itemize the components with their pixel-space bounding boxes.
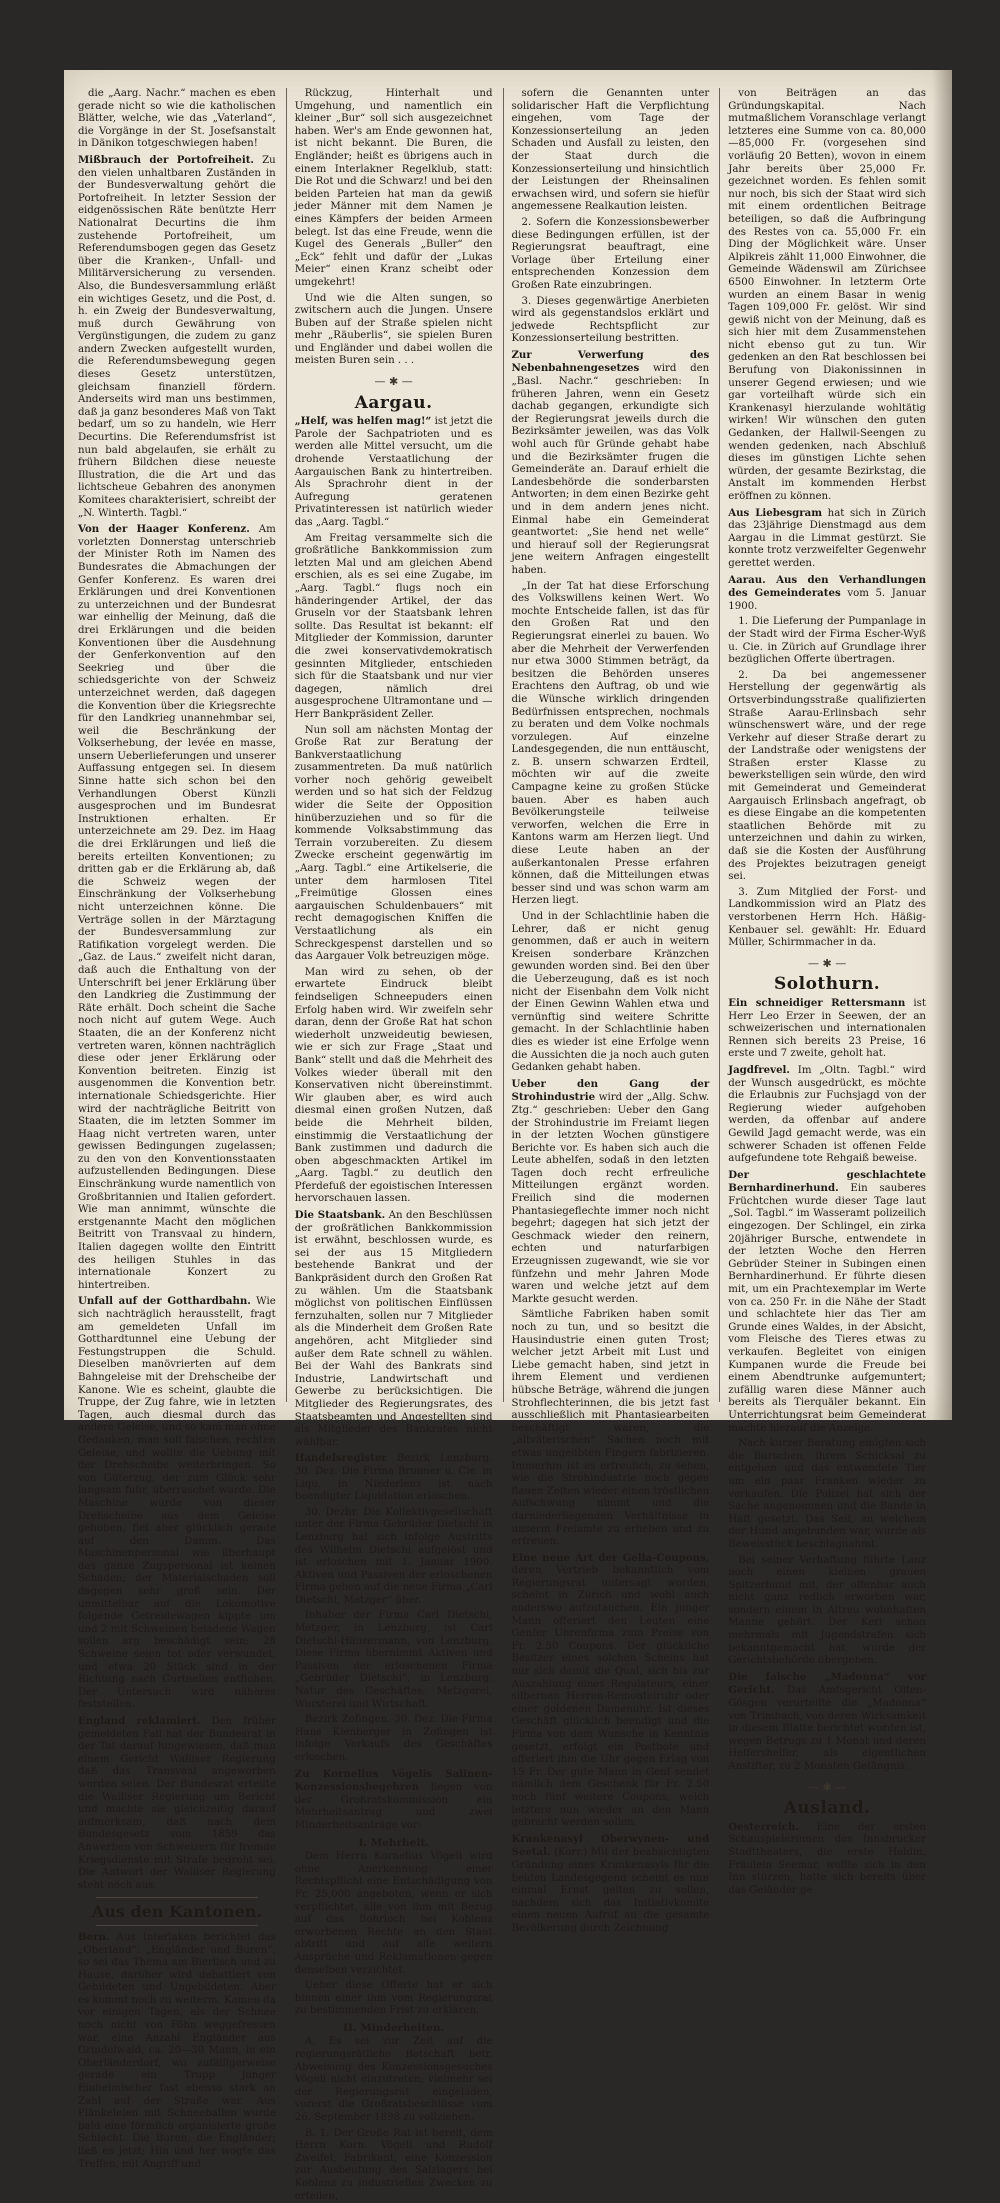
col4-paragraphs-2 — [728, 997, 926, 1774]
col4-paragraphs-3 — [728, 1821, 926, 1898]
article-paragraph — [728, 997, 926, 1061]
article-keyword: Krankenasyl Oberwynen- und Seetal. — [511, 1832, 710, 1859]
article-text: Man wird zu sehen, ob der erwartete Eindruck bleibt feindseligen Schneepuders einen Erfolg haben wird. Wir zweifeln sehr daran, denn der Große Rat hat schon wiederholt unzweideutig bewiesen, wie er sich zur Frage „Staat und Bank“ stellt und daß die Mehrheit des Volkes wieder überall mit den Konservativen nicht übereinstimmt. Wir glauben aber, es wird auch diesmal einen großen Nutzen, daß beide die Mehrheit bilden, einstimmig die Verstaatlichung der Bank zustimmen und dadurch die oben abgeschmackten Artikel im „Aarg. Tagbl.“ zu deutlich den Pferdefuß der egoistischen Interessen hervorschauen lassen. — [294, 966, 493, 1205]
article-text: Inhaber der Firma Carl Dietschi, Metzger, in Lenzburg, ist Carl Dietschi-Häusermann, von Lenzburg. Diese Firma übernimmt Aktiven und Passiven der erloschenen Firma „Gebrüder Dietschi“, in Lenzburg. Natur des Geschäftes: Metzgerei, Wursterei und Wirtschaft. — [294, 1610, 493, 1710]
article-keyword: Aarau. Aus den Verhandlungen des Gemeinderates — [728, 573, 926, 600]
article-keyword: Unfall auf der Gotthardbahn. — [78, 1295, 251, 1308]
column-3 — [503, 88, 710, 1934]
article-text: Rückzug, Hinterhalt und Umgehung, und namentlich ein kleiner „Bur“ soll sich ausgezeichnet haben. Wer's am Ende gewonnen hat, ist nicht bekannt. Die Buren, die Engländer; heißt es übrigens auch in einem Interlakner Regelklub, statt: Die Rot und die Schwarz! und bei den beiden Parteien hat man da gewiß jeder Männer mit dem Namen je eines Kämpfers der beiden Armeen belegt. Ist das eine Freude, wenn die Kugel des Generals „Buller“ den „Eck“ fehlt und dafür der „Lukas Meier“ einen Kranz scheibt oder umgekehrt! — [294, 88, 493, 288]
article-paragraph — [512, 911, 710, 1075]
article-paragraph — [78, 154, 276, 520]
article-text: A. Es sei zur Zeit auf die regierungsrätliche Botschaft betr. Abweisung des Konzessionsgesuches Vögeli nicht einzutreten; vielmehr sei der Regierungsrat eingeladen, vorerst die Großratsbeschlüsse vom 26. September 1898 zu vollziehen. — [294, 2036, 493, 2124]
section-rule — [96, 1925, 258, 1926]
article-keyword: Von der Haager Konferenz. — [78, 523, 250, 536]
article-text: liegen von der Großratskommission ein Mehrheitsantrag und zwei Minderheitsanträge vor: — [294, 1782, 493, 1831]
col2-paragraphs-2 — [295, 415, 493, 1832]
section-heading-aargau: Aargau. — [354, 392, 433, 413]
article-paragraph — [295, 88, 493, 290]
article-text: 3. Dieses gegenwärtige Anerbieten wird als gegenstandslos erklärt und jedwede Rechtspflicht zur Konzessionserteilung bestritten. — [511, 295, 710, 345]
article-paragraph — [728, 1438, 926, 1551]
newspaper-page — [64, 70, 952, 2202]
article-paragraph — [295, 725, 493, 964]
article-text: von Beiträgen an das Gründungskapital. Nach mutmaßlichem Voranschlage verlangt letzteres eine Summe von ca. 80,000—85,000 Fr. (vorgesehen sind vorläufig 20 Betten), wovon in einem Jahr bereits über 25,000 Fr. gezeichnet worden. Es fehlen somit nur noch, bis sich der Staat wird sich mit einem ordentlichen Beitrage beteiligen, so daß die Aufbringung des Restes von ca. 55,000 Fr. ein Ding der Möglichkeit wäre. Unser Alpikreis zählt 11,000 Einwohner, die Gemeinde Wädenswil am Zürichsee 6500 Einwohner. In letzterm Orte wurden an einem Basar in wenig Tagen 109,000 Fr. gelöst. Wir sind gewiß nicht von der Meinung, daß es sich hier mit dem Zusammenstehen nicht ebenso gut zu tun. Wir gedenken an den Rat beschlossen bei Berufung von Diakonissinnen in unserer Gegend erwiesen; und wie gar vorteilhaft würde sich ein Krankenasyl hierzulande wohltätig wirken! Wir wünschen den guten Gedanken, der Hallwil-Seengen zu wenden gedenken, nach Abschluß dieses im günstigen Lichte sehen würden, der gesamte Bezirkstag, die Anstalt im kommenden Herbst eröffnen zu können. — [728, 88, 926, 502]
article-paragraph — [78, 1931, 276, 2171]
article-paragraph — [295, 1209, 493, 1449]
article-paragraph — [512, 1552, 710, 1830]
article-text: Sämtliche Fabriken haben somit noch zu tun, und so besitzt die Hausindustrie einen guten Trost; welcher jetzt Arbeit mit Lust und Liebe gemacht haben, sind jetzt in ihrem Element und verdienen hübsche Beträge, während die jungen Strohflechterinnen, die bis jetzt fast ausschließlich mit Phantasiearbeiten beschäftigt waren, die „altväterischen“ Sachen noch mit etwas ungeübten Fingern fabrizieren. Immerhin ist es erfreulich, zu sehen, wie die Strohindustrie noch gegen flauen Zeiten wieder einen tröstlichen Aufschwung nimmt und die darniederliegenden Verhältnisse in unserm Freiamte zu erheben und zu erfreuen. — [511, 1309, 710, 1548]
article-text: Eine der ersten Schauspielerinnen des Innsbrucker Stadttheaters, die erste Heldin, Fräulein Seemar, wollte sich in den Inn stürzen, hatte sich bereits über das Geländer ge — [728, 1821, 926, 1896]
article-text: Nun soll am nächsten Montag der Große Rat zur Beratung der Bankverstaatlichung zusammentreten. Da muß natürlich vorher noch gehörig geweibelt werden und so hat sich der Feldzug wider die Seite der Opposition hinüberzuziehen und so für die kommende Volksabstimmung das Terrain vorzubereiten. Zu diesem Zwecke erscheint gegenwärtig im „Aarg. Tagbl.“ eine Artikelserie, die unter dem harmlosen Titel „Freimütige Glossen eines aargauischen Schuldenbauers“ mit recht demagogischen Kniffen die Verstaatlichung als ein Schreckgespenst darstellen und so das Aargauer Volk betreuzigen möge. — [294, 724, 493, 963]
article-text: wird den „Basl. Nachr.“ geschrieben: In früheren Jahren, wenn ein Gesetz dachab gegangen, erkundigte sich der Regierungsrat jeweils durch die Bezirksämter jeweilen, was das Volk wohl auch für Gründe gehabt habe und die Bezirksämter frugen die Gemeinderäte an. Darauf erhielt die Landesbehörde die sonderbarsten Antworten; in dem einen Bezirke geht und in dem andern jenes nicht. Einmal habe ein Gemeinderat geantwortet: „Sie hend net welle“ und hierauf soll der Regierungsrat jene weitern Anfragen eingestellt haben. — [511, 363, 710, 576]
article-text: An den Beschlüssen der großrätlichen Bankkommission ist erwähnt, beschlossen wurde, es sei der aus 15 Mitgliedern bestehende Bankrat und der Bankpräsident durch den Großen Rat zu wählen. Um die Staatsbank möglichst von politischen Einflüssen fernzuhalten, sollen nur 7 Mitglieder als die Minderheit dem Großen Rate angehören, acht Mitglieder sind außer dem Rate schnell zu wählen. Bei der Wahl des Bankrats sind Industrie, Landwirtschaft und Gewerbe zu berücksichtigen. Die Mitglieder des Regierungsrates, des Staatsbeamten und Angestellten sind als Mitglieder des Bankrates nicht wählbar. — [294, 1210, 493, 1448]
article-text: Wie sich nachträglich herausstellt, fragt am gemeldeten Unfall im Gotthardtunnel eine Uebung der Festungstruppen die Schuld. Dieselben manövrierten auf dem Bahngeleise mit der Drehscheibe der Kanone. Wie es scheint, glaubte die Truppe, der Zug fahre, wie in letzten Tagen, auch diesmal durch das andere Geleise, und so kam man ohne Gedanken, man soll falschen, rechten Geleise, und wollte die Uebung mit der Drehscheibe weiterbringen. So von Güterzug, der zum Glück sehr langsam fuhr, überraschet wurde. Die Maschine wurde von dieser Drehscheibe aus dem Geleise gehoben, fiel aber glücklich gerade auf den Damm. Das Maschinenpersonal wie überhaupt das ganze Zugspersonal ist keinen Schaden; der Materialschaden soll dagegen sehr groß sein. Der unmittelbar auf die Lokomotive folgende Getreidewagen kippte um und 2 mit Schweinen beladene Wagen sollen arg beschädigt sein; 28 Schweine seien tot oder verwundet, und etwa 20 Stück sind in der Richtung nach Gurtnellen entflohen. Der Untersuch wird näheres feststellen. — [78, 1296, 276, 1711]
page-fold-shadow — [932, 70, 952, 1420]
article-paragraph — [728, 574, 926, 614]
col1-paragraphs-2 — [78, 1931, 276, 2171]
article-paragraph — [295, 2036, 493, 2124]
article-text: vom 5. Januar 1900. — [728, 588, 926, 612]
article-paragraph — [295, 293, 493, 369]
column-1 — [78, 88, 276, 2170]
article-paragraph — [295, 967, 493, 1206]
col2-paragraphs — [295, 88, 493, 368]
article-paragraph — [728, 507, 926, 571]
article-paragraph — [728, 616, 926, 666]
article-paragraph — [295, 533, 493, 722]
article-paragraph — [512, 1833, 710, 1936]
col2-paragraphs-3 — [295, 1851, 493, 2018]
article-text: Im „Oltn. Tagbl.“ wird der Wunsch ausgedrückt, es möchte die Erlaubnis zur Fuchsjagd von der Regierung wieder aufgehoben werden, da offenbar auf andere Gewild Jagd gemacht werde, was ein schwerer Schaden ist offenen Felde aufgefundene tote Rehgaiß beweise. — [728, 1064, 926, 1165]
article-text: Aus Interlaken berichtet das „Oberland“: „Engländer und Buren“, so sei das Thema am Bierlisch und zu Hause, darüber wird debattiert von Gebildeten und Ungebildeten. Aber es kommt noch zu weiterm. Kamen da vor einigen Tagen, als der Schnee noch nicht von Föhn weggefressen war, eine Anzahl Engländer aus Grindelwald, ca. 20—30 Mann, in ein Oberländerdorf, wo zufälligerweise gerade ein Trupp junger Einheimischer fast ebenso stark an Zahl auf der Straße war. Aus Plänkeleien mit Schneeballen wurde bald eine förmlich organisierte große Schlacht. Die Buren, die Engländer; ließ es jetzt; Hin und her wogte das Treffen, mit Angriff und — [78, 1931, 276, 2170]
article-paragraph — [295, 2128, 493, 2203]
article-text: Bei seiner Verhaftung führte Lanz noch einen kleinen grauen Spitzerhund mit, der offenbar auch nicht ganz redlich erworben war, sondern einem in Altreu wohnhaften Manne gehört. Der Kerl schon mehrmals mit Jugendstrafen sich bekanntgemacht hat, wurde der Gerichtsbehörde übergeben. — [728, 1554, 926, 1667]
col3-paragraphs — [512, 88, 710, 1936]
article-paragraph — [512, 296, 710, 346]
article-paragraph — [728, 1169, 926, 1435]
article-text: Bezirk Lenzburg. 30. Dez. Die Firma Brunner u. Cie. in Liqu. in Niederlenz ist nach beendigter Liquidation erloschen. — [294, 1453, 493, 1503]
col4-paragraphs — [728, 88, 926, 950]
subheading-minderheiten: II. Minderheiten. — [343, 2021, 445, 2034]
article-text: hat sich in Zürich das 23jährige Dienstmagd aus dem Aargau in die Limmat gestürzt. Sie konnte trotz verzweifelter Gegenwehr gerettet werden. — [728, 507, 926, 569]
article-text: 2. Da bei angemessener Herstellung der gegenwärtig als Ortsverbindungsstraße qualifizierten Straße Aarau-Erlinsbach sehr wünschenswert wäre, und der rege Verkehr auf dieser Straße derart zu der Landstraße oder wenigstens der Straßen erster Klasse zu bewerkstelligen sein würde, den wird mit Gemeinderat und Gemeinderat Aargauisch Erlinsbach angefragt, ob es diese Eingabe an die kompetenten staatlichen Behörde mit zu unterzeichnen und dahin zu wirken, daß sie die Kosten der Ausführung des Projektes beizutragen geneigt sei. — [728, 669, 926, 883]
article-paragraph — [728, 670, 926, 884]
article-keyword: Jagdfrevel. — [728, 1063, 790, 1076]
ornament-divider: — ✱ — — [374, 375, 413, 389]
column-4 — [719, 88, 926, 1896]
article-keyword: Handelsregister — [294, 1452, 387, 1465]
article-text: ist Herr Leo Erzer in Seewen, der an schweizerischen und internationalen Rennen sich bereits 23 Preise, 16 erste und 7 zweite, geholt hat. — [728, 997, 926, 1060]
article-text: 1. Die Lieferung der Pumpanlage in der Stadt wird der Firma Escher-Wyß u. Cie. in Zürich auf Grundlage ihrer bezüglichen Offerte übertragen. — [728, 616, 926, 666]
article-paragraph — [78, 1295, 276, 1712]
article-text: wird der „Allg. Schw. Ztg.“ geschrieben: Ueber den Gang der Strohindustrie im Freiamt liegen in der letzten Wochen günstigere Berichte vor. Es haben sich auch die Leute abhelfen, sodaß in den letzten Tagen doch recht erfreuliche Mitteilungen ergänzt worden. Freilich sind die modernen Phantasiegeflechte immer noch nicht begehrt; dagegen hat sich jetzt der Geschmack wieder den reinern, echten und naturfarbigen Erzeugnissen zugewandt, wie sie vor fünfzehn und mehr Jahren Mode waren und welche jetzt auf dem Markte gesucht werden. — [511, 1092, 710, 1305]
section-heading-solothurn: Solothurn. — [774, 974, 881, 995]
article-keyword: „Helf, was helfen mag!“ — [294, 415, 432, 428]
article-keyword: Ein schneidiger Rettersmann — [728, 996, 906, 1009]
article-paragraph — [295, 1452, 493, 1503]
col1-paragraphs — [78, 88, 276, 1892]
article-text: deren Vertrieb bekanntlich vom Regierungsrat untersagt worden, scheint in Zürich und wohl auch anderswo aufzutauchen. Ein junger Mann offeriert den Leuten eine Genfer Uhrenfirma zum Preise von Fr. 2.50 Coupons. Der glückliche Besitzer eines solchen Scheins hat nur sich damit die Qual, sich bis zur Auszahlung eines Regulateurs, einer silbernen Herren-Remontoiruhr oder einer goldenen Damenuhr. Ist dieses Geschäft glücklich beendigt und die Firma von dem Wunsche in Kenntnis gesetzt, erfolgt ein Postbote und offeriert ihm die Uhr gegen Erlag von 15 Fr. Der gute Mann in Genf sendet nämlich dem Geschenk für Fr. 2.50 noch fünf weitere Coupons, welch letztere nun wieder an den Mann gebracht werden sollen. — [511, 1565, 710, 1829]
article-text: Ueber diese Offerte hat er sich binnen einer ihm vom Regierungsrat zu bestimmenden Frist zu erklären. — [294, 1980, 493, 2017]
page-columns — [78, 88, 926, 2202]
article-text: Nach kurzer Beratung einigten sich die Burschen, ihrem Schicksal zu entgehen und das entwendete Tier um ein paar Franken wieder zu verkaufen. Die Polizei hat sich der Sache angenommen und die Bande in Haft gesetzt. Das Seil, an welchem der Hund angebunden war, wurde als Beweisstück beschlagnahmt. — [728, 1438, 926, 1550]
article-paragraph — [78, 1715, 276, 1892]
article-paragraph — [728, 1555, 926, 1668]
article-paragraph — [512, 88, 710, 214]
article-text: Bezirk Zofingen. 30. Dez. Die Firma Hans Kienberger in Zofingen ist infolge Verkaufs des Geschäftes erloschen. — [294, 1714, 493, 1763]
article-text: Dem Herrn Kornelius Vögeli wird ohne Anerkennung einer Rechtspflicht eine Entschädigung von Fr. 25,000 angeboten, wenn er sich verpflichtet, alle von ihm mit Bezug auf das Bohrloch bei Koblenz erworbenen Rechte an den Staat abtritt und auf alle weitern Ansprüche und Reklamationen gegen denselben verzichtet. — [294, 1851, 493, 1976]
article-text: Und wie die Alten sungen, so zwitschern auch die Jungen. Unsere Buben auf der Straße spielen nicht mehr „Räuberlis“, sie spielen Buren und Engländer und dabei wollen die meisten Buren sein . . . — [294, 292, 493, 367]
article-paragraph — [78, 88, 276, 151]
ornament-divider: — ✱ — — [808, 1780, 847, 1794]
article-text: Das Amtsgericht Olten-Gösgen verurteilte die „Madonna“ von Trimbach, von deren Wirksamkeit in diesem Blatte berichtet worden ist, wegen Betrugs zu 1 Monat und deren Helfershelfer, als eigentlichen Anstifter, zu 2 Monaten Gefängnis. — [728, 1685, 926, 1772]
column-2 — [286, 88, 493, 2202]
article-keyword: Eine neue Art der Gella-Coupons, — [511, 1551, 710, 1564]
article-text: Zu den vielen unhaltbaren Zuständen in der Bundesverwaltung gehört die Portofreiheit. In letzter Session der eidgenössischen Räte benützte Herr Nationalrat Decurtins die ihm zustehende Portofreiheit, um Referendumsbogen gegen das Gesetz über die Kranken-, Unfall- und Militärversicherung zu versenden. Also, die Bundesversammlung erläßt ein wichtiges Gesetz, und die Post, d. h. ein Zweig der Bundesverwaltung, muß durch Gewährung von Vergünstigungen, die zudem zu ganz andern Zwecken aufgestellt wurden, die Referendumsbewegung gegen dieses Gesetz unterstützen, gleichsam finanziell fördern. Anderseits wird man uns bestimmen, daß ja ganz besonderes Maß von Takt bedarf, um so zu handeln, wie Herr Decurtins. Die Referendumsfrist ist nun bald abgelaufen, sie erhält zu frühern Bildchen diese neueste Illustration, die die Art und das lichtscheue Gebahren des anonymen Komitees charakterisiert, schreibt der „N. Winterth. Tagbl.“ — [78, 154, 276, 519]
article-paragraph — [295, 1507, 493, 1608]
article-paragraph — [295, 1851, 493, 1977]
article-text: Ein sauberes Früchtchen wurde dieser Tage laut „Sol. Tagbl.“ im Wasseramt polizeilich eingezogen. Der Schlingel, ein zirka 20jähriger Bursche, entwendete in der letzten Woche den Herren Gebrüder Steiner in Subingen einen Bernhardinerhund. Er führte diesen mit, um ein Prachtexemplar im Werte von ca. 250 Fr. in die Nähe der Stadt und schlachtete hier das Tier am Grunde eines Waldes, in der Absicht, vom Fleische des Tieres etwas zu verkaufen. Begleitet von einigen Kumpanen wurde die Freude bei einem Abendtrunke aufgemuntert; zufällig waren diese Männer auch bereits als Tierquäler bekannt. Ein Unterrichtungsrat beim Gemeinderat machte hierauf die Anzeige. — [728, 1183, 926, 1434]
article-text: Den früher gemeldeten Fall hat der Bundesrat in der Tat darauf hingewiesen, daß man einem Gericht Walliser Regierung daß das Transvaal angeworben worden seien. Der Bundesrat erteilte die Walliser Regierung um Bericht und machte sie gleichzeitig darauf aufmerksam, daß nach dem Bundesgesetz vom 1859 das Anwerben von Schweizern für fremde Kriegsdienste mit Strafe bedroht sei. Die Antwort der Walliser Regierung steht noch aus. — [78, 1716, 276, 1891]
section-heading-ausland: Ausland. — [783, 1798, 871, 1819]
article-keyword: England reklamiert. — [78, 1715, 201, 1727]
article-paragraph — [295, 1768, 493, 1833]
article-text: 3. Zum Mitglied der Forst- und Landkommission wird an Platz des verstorbenen Herrn Hch. Häßig-Kenbauer sel. gewählt: Hr. Eduard Müller, Schirmmacher in da. — [728, 886, 926, 949]
article-keyword: Mißbrauch der Portofreiheit. — [78, 153, 254, 166]
article-keyword: Der geschlachtete Bernhardinerhund. — [728, 1168, 926, 1195]
subheading-mehrheit: I. Mehrheit. — [358, 1836, 429, 1849]
article-keyword: Zur Verwerfung des Nebenbahnengesetzes — [511, 348, 710, 375]
article-text: (Korr.) Mit der beabsichtigten Gründung eines Krankenasyls für die beiden Landesgegend scheint es nun einmal Ernst gelten zu sollen, nachdem sich das Initiativkomite einen neuen Aufruf an die gesamte Bevölkerung durch Zeichnung — [511, 1847, 710, 1934]
article-paragraph — [295, 1980, 493, 2018]
article-keyword: Bern. — [78, 1930, 110, 1943]
col2-paragraphs-4 — [295, 2036, 493, 2203]
article-paragraph — [512, 349, 710, 578]
article-text: Und in der Schlachtlinie haben die Lehrer, daß er nicht genug genommen, daß er auch in weitern Kreisen sonderbare Kränzchen gewunden worden sind. Bei den über die Ueberzeugung, daß es ist noch nicht der Eisenbahn dem Volk nicht der Einen Gewinn Wahlen etwa und vernünftig sind weitere Schritte gemacht. In der Schlachtlinie haben dies es wieder ist eine Erfolge wenn die Aussichten die ja noch auch guten Gedanken gehabt haben. — [511, 911, 710, 1074]
article-text: Am Freitag versammelte sich die großrätliche Bankkommission zum letzten Mal und am gleichen Abend erschien, als es sei eine Zugabe, im „Aarg. Tagbl.“ flugs noch ein händeringender Artikel, der das Gruseln vor der Staatsbank lehren sollte. Das Resultat ist bekannt: elf Mitglieder der Kommission, darunter die zwei konservativdemokratisch gesinnten Mitglieder, entschieden sich für die Staatsbank und nur vier dagegen, nämlich drei ausgesprochene Ultramontane und — Herr Bankpräsident Zeller. — [294, 532, 493, 720]
article-text: Am vorletzten Donnerstag unterschrieb der Minister Roth im Namen des Bundesrates die Abmachungen der Genfer Konferenz. Es waren drei Erklärungen und drei Konventionen zu unterzeichnen und der Bundesrat war einhellig der Meinung, daß die drei Erklärungen und die beiden Konventionen über die Ausdehnung der Genferkonvention auf den Seekrieg und über die schiedsgerichte von der Schweiz unterzeichnet werden, daß dagegen die Konvention über die Kriegsrechte für den Landkrieg unannehmbar sei, weil die Beschränkung der Volkserhebung, der levée en masse, unsern Ueberlieferungen und unserer Auffassung entgegen sei. In diesem Sinne hatte sich schon bei den Verhandlungen Oberst Künzli ausgesprochen und im Bundesrat Instruktionen erhalten. Er unterzeichnete am 29. Dez. im Haag die drei Erklärungen und ließ die bereits erteilten Konventionen; zu dritten gab er die Erklärung ab, daß die Schweiz wegen der Einschränkung der Volkserhebung nicht unterzeichnen könne. Die Verträge sollen in der Märztagung der Bundesversammlung zur Ratifikation vorgelegt werden. Die „Gaz. de Laus.“ zweifelt nicht daran, daß auch die Enthaltung von der Unterschrift bei jener Erklärung über den Landkrieg die Zustimmung der Räte erhält. Doch scheint die Sache noch nicht auf gutem Wege. Auch Staaten, die an der Konferenz nicht vertreten waren, können nachträglich diese oder jener Erklärung oder Konvention beitreten. Einzig ist ausgenommen die Konvention betr. internationale Schiedsgerichte. Hier wird der nachträgliche Beitritt von Staaten, die im letzten Sommer im Haag nicht vertreten waren, unter gewissen Bedingungen zugelassen; zu den von den Konventionsstaaten aufzustellenden Bedingungen. Diese Einschränkung wurde namentlich von Großbritannien und Italien gefordert. Wie man annimmt, wünschte die erstgenannte Macht den möglichen Beitritt von Transvaal zu hindern, Italien dagegen wollte den Eintritt des heiligen Stuhles in das internationale Konzert zu hintertreiben. — [78, 524, 276, 1291]
article-text: ist jetzt die Parole der Sachpatrioten und es werden alle Mittel versucht, um die drohende Verstaatlichung der Aargauischen Bank zu hintertreiben. Als Sprachrohr dient in der Aufregung geratenen Privatinteressen ist natürlich wieder das „Aarg. Tagbl.“ — [294, 416, 493, 528]
article-text: sofern die Genannten unter solidarischer Haft die Verpflichtung eingehen, vom Tage der Konzessionserteilung an jeden Schaden und Ausfall zu leisten, den der Staat durch die Konzessionserteilung und hinsichtlich der Leistungen der Rheinsalinen erwachsen wird, und sofern sie hiefür angemessene Realkaution leisten. — [511, 88, 710, 213]
article-keyword: Aus Liebesgram — [728, 506, 822, 519]
article-paragraph — [512, 1309, 710, 1548]
article-paragraph — [512, 217, 710, 293]
article-paragraph — [295, 1610, 493, 1711]
article-text: „In der Tat hat diese Erforschung des Volkswillens keinen Wert. Wo mochte Entscheide fallen, ist das für den Großen Rat und den Regierungsrat einerlei zu bauen. Wo aber die Mehrheit der Verwerfenden nur etwa 3000 Stimmen beträgt, da besitzen die Behörden unseres Erachtens den Auftrag, ob und wie die Wünsche wirklich dringenden Bedürfnissen entsprechen, nochmals zu beraten und dem Volke nochmals vorzulegen. Auf einzelne Landesgegenden, die nun enttäuscht, z. B. unsern schwarzen Erdteil, möchten wir auf die zweite Campagne keine zu großen Stücke bauen. Aber es haben auch Bevölkerungsteile teilweise verworfen, welchen die Erre in Kantons warm am Herzen liegt. Und diese Leute haben an der außerkantonalen Presse erfahren können, daß die Mitteilungen etwas besser sind und was schon warm am Herzen liegt. — [511, 580, 710, 907]
article-keyword: Oesterreich. — [728, 1820, 799, 1833]
article-paragraph — [728, 1671, 926, 1774]
article-text: B. 1. Der Große Rat ist bereit, dem Herrn Korn. Vögeli und Rudolf Zweifel, Fabrikant, eine Konzession zur Ausbeutung des Salzlagers bei Koblenz zu industriellen Zwecken zu erteilen, — [294, 2127, 493, 2202]
ornament-divider: — ✱ — — [808, 956, 847, 970]
article-text: die „Aarg. Nachr.“ machen es eben gerade nicht so wie die katholischen Blätter, welche, wie das „Vaterland“, die Vorgänge in der St. Josefsanstalt in Dänikon totgeschwiegen haben! — [78, 88, 276, 150]
article-paragraph — [512, 581, 710, 908]
article-paragraph — [728, 887, 926, 950]
section-heading-kantonen: Aus den Kantonen. — [91, 1902, 262, 1922]
article-paragraph — [512, 1078, 710, 1307]
article-text: 30. Dezbr. Die Kollektivgesellschaft unter der Firma Gebrüder Dietschi in Lenzburg hat sich infolge Austritts des Wilhelm Dietschi aufgelöst und ist erloschen mit 1. Januar 1900. Aktiven und Passiven der erloschenen Firma gehen auf die neue Firma „Carl Dietschi, Metzger“ über. — [294, 1506, 493, 1606]
article-paragraph — [295, 1714, 493, 1764]
article-paragraph — [728, 1064, 926, 1166]
article-paragraph — [728, 88, 926, 504]
article-keyword: Die Staatsbank. — [294, 1209, 386, 1222]
section-rule — [96, 1897, 258, 1898]
article-keyword: Die falsche „Madonna“ vor Gericht. — [728, 1670, 926, 1697]
article-paragraph — [728, 1821, 926, 1898]
article-text: 2. Sofern die Konzessionsbewerber diese Bedingungen erfüllen, ist der Regierungsrat beauftragt, eine Vorlage über Erteilung einer entsprechenden Konzession dem Großen Rate einzubringen. — [511, 216, 710, 291]
article-paragraph — [78, 523, 276, 1292]
article-keyword: Zu Kornelius Vögelis Salinen-Konzessionsbegehren — [294, 1767, 493, 1794]
article-paragraph — [295, 415, 493, 529]
article-keyword: Ueber den Gang der Strohindustrie — [511, 1077, 710, 1104]
